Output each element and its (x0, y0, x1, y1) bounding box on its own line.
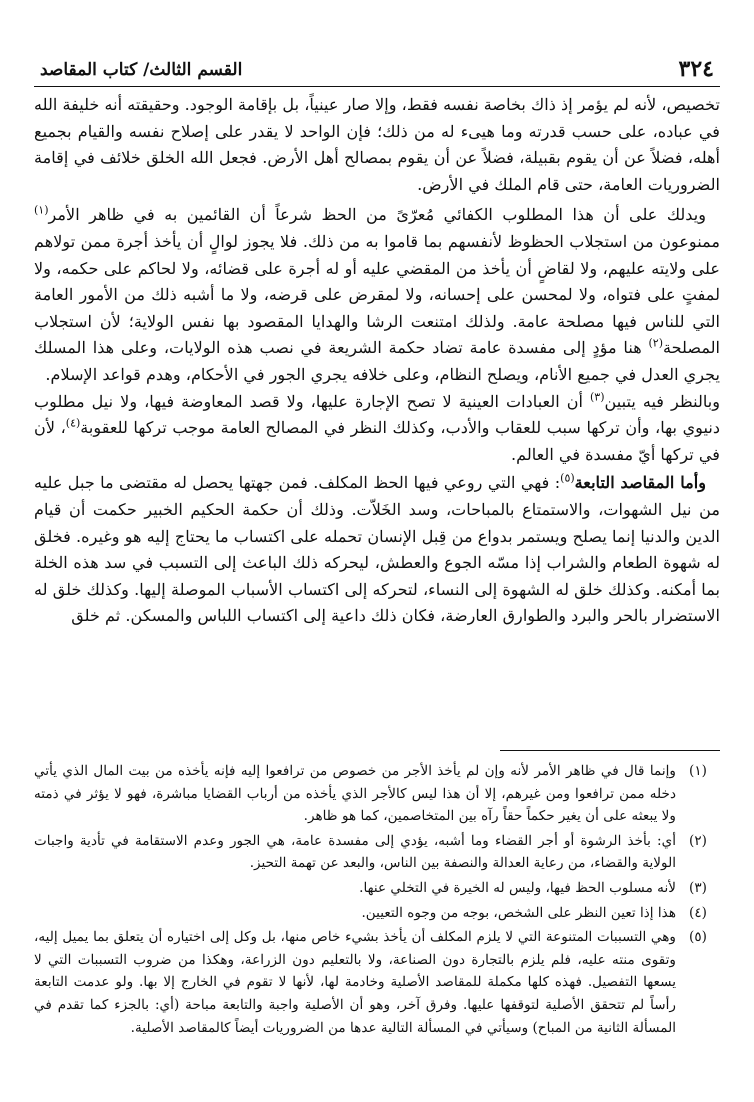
paragraph-3-part-c: ، لأن في تركها أيّ مفسدة في العالم. (34, 418, 720, 464)
footnote-text: لأنه مسلوب الحظ فيها، وليس له الخيرة في التخلي عنها. (359, 879, 676, 896)
footnote-number: (٣) (689, 879, 707, 896)
paragraph-2 (34, 202, 720, 388)
footnote-number: (٤) (689, 904, 707, 921)
footnote-text: هذا إذا تعين النظر على الشخص، بوجه من وجوه التعيين. (361, 904, 676, 921)
paragraph-1: تخصيص، لأنه لم يؤمر إذ ذاك بخاصة نفسه فقط، وإلا صار عينياً، بل بإقامة الوجود. وحقيقته أنه خليفة الله في عباده، على حسب قدرته وما هيىء له من ذلك؛ فإن الواحد لا يقدر على إصلاح نفسه والقيام بجميع أهله، فضلاً عن أن يقوم بقبيلة، فضلاً عن أن يقوم بمصالح أهل الأرض. فجعل الله الخلق خلائف في إقامة الضروريات العامة، حتى قام الملك في الأرض. (34, 95, 720, 194)
running-title: القسم الثالث/ كتاب المقاصد (40, 60, 243, 80)
footnote-number: (٥) (689, 929, 707, 946)
paragraph-3-part-a: وبالنظر فيه يتبين (604, 391, 720, 411)
footnote-ref-4[interactable]: (٤) (65, 416, 81, 430)
footnote-divider (500, 750, 720, 751)
footnote-number: (٢) (689, 832, 707, 849)
footnote-number: (١) (689, 763, 707, 779)
page-number: ٣٢٤ (678, 56, 714, 82)
footnote-1 (34, 760, 720, 828)
footnote-4 (34, 902, 720, 925)
footnote-ref-2[interactable]: (٢) (648, 336, 664, 350)
footnote-2 (34, 830, 720, 875)
footnote-text: وإنما قال في ظاهر الأمر لأنه وإن لم يأخذ الأجر من خصوص من ترافعوا إليه فإنه يأخذه من بيت المال الذي يأتي دخله ممن ترافعوا ومن غيرهم، إلا أن هذا ليس كالأجر الذي يأخذه من أرباب القضايا مباشرة، فهو لا يؤثر في ذمته ولا يبعثه على أن يغير حكماً حقاً رآه بين المتخاصمين، كما هو ظاهر. (34, 763, 676, 825)
paragraph-4-text: : فهي التي روعي فيها الحظ المكلف. فمن جهتها يحصل له مقتضى ما جبل عليه من نيل الشهوات، والاستمتاع بالمباحات، وسد الخَلاّت. وذلك أن حكمة الحكيم الخبير حكمت أن قيام الدين والدنيا إنما يصلح ويستمر بدواع من قِبل الإنسان تحمله على اكتساب ما يحتاج إليه هو وغيره. فخلق له شهوة الطعام والشراب إذا مسّه الجوع والعطش، ليحركه ذلك الباعث إلى التسبب في سد هذه الخلة بما أمكنه. وكذلك خلق له الشهوة إلى النساء، لتحركه إلى اكتساب الأسباب الموصلة إليها. وكذلك خلق له الاستضرار بالحر والبرد والطوارق العارضة، فكان ذلك داعية إلى اكتساب اللباس والمسكن. ثم خلق (34, 473, 720, 626)
paragraph-3 (34, 389, 720, 469)
footnote-3 (34, 877, 720, 900)
main-text (34, 92, 720, 630)
footnote-ref-5[interactable]: (٥) (560, 471, 575, 485)
paragraph-2-part-a: ويدلك على أن هذا المطلوب الكفائي مُعرّىً من الحظ شرعاً أن القائمين به في ظاهر الأمر (48, 205, 706, 225)
footnote-text: وهي التسببات المتنوعة التي لا يلزم المكلف أن يأخذ بشيء خاص منها، بل وكل إلى اختياره أن يتعلق بما يميل إليه، وتقوى منته عليه، فلم يلزم بالتجارة دون الصناعة، ولا بالتعليم دون الزراعة، وهكذا من ضروب التسببات التي لا يسعها التفصيل. فهذه كلها مكملة للمقاصد الأصلية وخادمة لها، لأنها لا تقوم في الخارج إلا بها. ولو عدمت التابعة رأساً لم تتحقق الأصلية لتوقفها عليها. وفرق آخر، وهو أن الأصلية واجبة والتابعة مباحة (أي: بالجزء كما تقدم في المسألة الثانية من المباح) وسيأتي في المسألة التالية عدها من الضروريات أيضاً كالمقاصد الأصلية. (34, 929, 676, 1036)
footnote-ref-3[interactable]: (٣) (590, 390, 605, 404)
paragraph-2-part-b: ممنوعون من استجلاب الحظوظ لأنفسهم بما قاموا به من ذلك. فلا يجوز لوالٍ أن يأخذ أجرة ممن تولاهم على ولايته عليهم، ولا لقاضٍ أن يأخذ من المقضي عليه أو له أجرة على قضائه، ولا لحاكم على حكمه، ولا لمفتٍ على فتواه، ولا لمحسن على إحسانه، ولا لمقرض على قرضه، ولا ما أشبه ذلك من الأمور العامة التي للناس فيها مصلحة عامة. ولذلك امتنعت الرشا والهدايا المقصود بها نفس الولاية؛ لأن استجلاب المصلحة (34, 231, 720, 358)
paragraph-4 (34, 470, 720, 630)
page-header (34, 52, 720, 87)
footnote-5 (34, 926, 720, 1039)
footnote-text: أي: بأخذ الرشوة أو أجر القضاء وما أشبه، يؤدي إلى مفسدة عامة، هي الجور وعدم الاستقامة في تأدية واجبات الولاية والقضاء، من رعاية العدالة والنصفة بين الناس، والبعد عن تهمة التحيز. (34, 832, 676, 872)
footnote-ref-1[interactable]: (١) (34, 204, 49, 218)
paragraph-2-part-c: هنا مؤدٍ إلى مفسدة عامة تضاد حكمة الشريعة في نصب هذه الولايات، وعلى هذا المسلك يجري العدل في جميع الأنام، ويصلح النظام، وعلى خلافه يجري الجور في الأحكام، وهدم قواعد الإسلام. (34, 338, 720, 384)
footnotes (34, 760, 720, 1041)
section-heading: وأما المقاصد التابعة (574, 473, 706, 493)
paragraph-3-part-b: أن العبادات العينية لا تصح الإجارة عليها، ولا قصد المعاوضة فيها، ولا نيل مطلوب دنيوي بها، وأن تركها سبب للعقاب والأدب، وكذلك النظر في المصالح العامة موجب تركها للعقوبة (34, 391, 720, 438)
